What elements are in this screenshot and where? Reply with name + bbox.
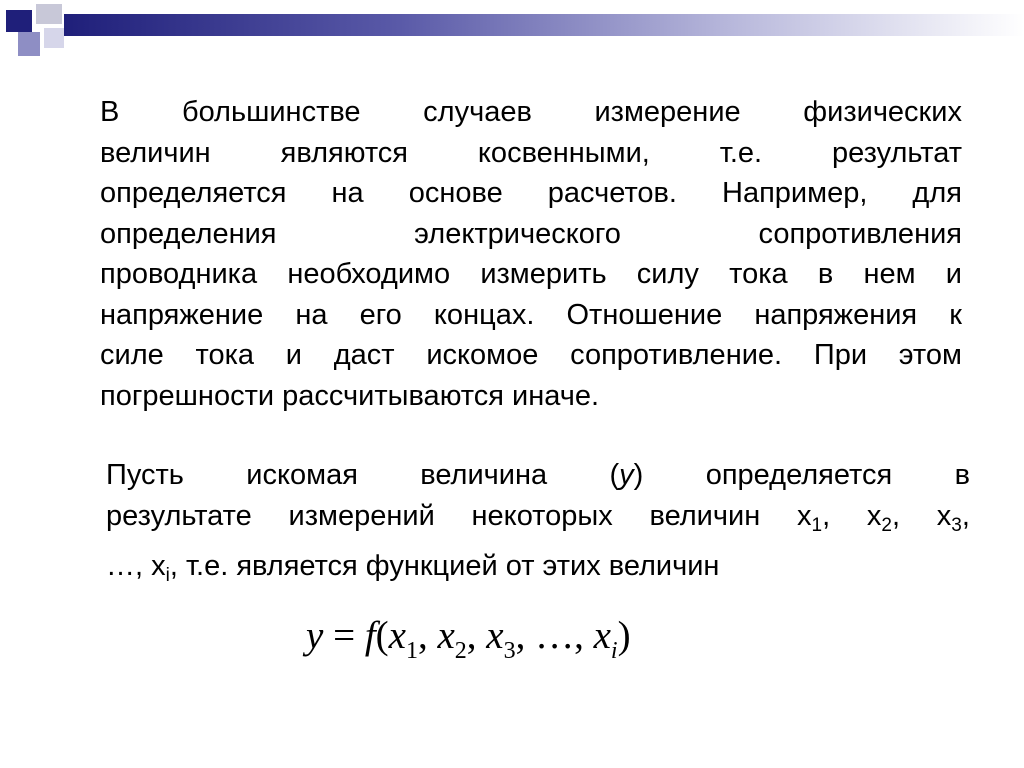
text-line: [106, 546, 970, 597]
word: напряжения: [754, 298, 918, 331]
word: концах.: [433, 298, 535, 331]
text-line: [100, 173, 962, 214]
text-line: [100, 335, 962, 376]
word: [797, 496, 830, 547]
text-part: искомая: [246, 459, 358, 491]
word: измерить: [480, 258, 607, 290]
formula-subscript: i: [610, 638, 618, 664]
text-line: [100, 92, 962, 133]
word: величин: [100, 136, 211, 169]
variable-x: x: [151, 550, 166, 582]
word: расчетов.: [547, 177, 677, 209]
text-part: …,: [106, 550, 152, 582]
deco-square-gray: [36, 4, 62, 24]
paragraph-indirect-measurement: [100, 92, 962, 416]
formula-subscript: 2: [454, 638, 467, 664]
formula-x: x: [486, 614, 504, 657]
text-line: [106, 496, 970, 547]
word: результат: [832, 136, 962, 169]
word: для: [912, 177, 962, 209]
formula-equals: =: [323, 614, 365, 657]
subscript: 2: [881, 514, 892, 536]
formula-x: x: [388, 614, 406, 657]
text-line: [100, 295, 962, 336]
word: [706, 455, 893, 496]
text-part: измерений: [288, 499, 435, 532]
word: тока: [195, 339, 255, 371]
comma: ,: [961, 499, 970, 532]
word: В: [100, 96, 120, 128]
word: т.е.: [719, 136, 763, 169]
word: косвенными,: [477, 136, 650, 169]
word: на: [331, 177, 364, 209]
word: определения: [100, 217, 277, 250]
word: сопротивление.: [570, 339, 783, 371]
formula-paren-close: ): [617, 614, 631, 657]
formula-f: f: [364, 614, 376, 657]
word: [937, 496, 970, 547]
word: случаев: [423, 96, 532, 128]
word: определяется: [100, 177, 287, 209]
formula-comma: ,: [515, 614, 536, 657]
word: его: [359, 298, 402, 331]
formula-comma: ,: [466, 614, 487, 657]
word: даст: [333, 339, 395, 371]
word: и: [285, 339, 302, 371]
formula-y-equals-f: [306, 606, 631, 666]
word: являются: [280, 136, 408, 169]
paragraph-function-definition: [106, 455, 970, 597]
formula-subscript: 1: [405, 638, 418, 664]
word: в: [817, 258, 834, 290]
formula-comma: ,: [574, 614, 594, 657]
subscript: i: [165, 565, 170, 586]
variable-x: x: [866, 499, 882, 532]
word: электрического: [414, 217, 621, 250]
header-decoration: [0, 0, 1024, 70]
formula-comma: ,: [417, 614, 438, 657]
variable-x: x: [936, 499, 952, 532]
deco-square-dark: [6, 10, 32, 32]
formula-paren-open: (: [375, 614, 389, 657]
word: силе: [100, 339, 164, 371]
word: [867, 496, 900, 547]
word: силу: [636, 258, 699, 290]
word: напряжение: [100, 298, 264, 331]
word: основе: [408, 177, 503, 209]
comma: ,: [891, 499, 901, 532]
word: этом: [898, 339, 962, 371]
word: физических: [803, 96, 962, 128]
word: необходимо: [287, 258, 451, 290]
variable-x: x: [796, 499, 812, 532]
word: [420, 455, 547, 496]
deco-square-light: [44, 28, 64, 48]
header-gradient-bar: [64, 14, 1024, 36]
text-part: определяется: [705, 459, 893, 491]
formula-x: x: [437, 614, 455, 657]
word: проводника: [100, 258, 258, 290]
text-part: Пусть: [106, 459, 184, 491]
text-part: величин: [649, 499, 761, 532]
word: [610, 455, 644, 496]
text-part: ): [633, 459, 644, 491]
word: [472, 496, 613, 547]
formula-subscript: 3: [503, 638, 516, 664]
subscript: 1: [811, 514, 823, 536]
text-part: результате: [106, 499, 252, 532]
text-part: в: [954, 459, 970, 491]
formula-x: x: [593, 614, 611, 657]
text-part: величина: [420, 459, 548, 491]
word: на: [295, 298, 328, 331]
formula-y: y: [306, 614, 324, 657]
word: большинстве: [181, 96, 361, 128]
word: Например,: [722, 177, 868, 209]
word: к: [949, 298, 962, 331]
word: [106, 455, 184, 496]
word: [246, 455, 358, 496]
text-line: [100, 376, 962, 417]
text-line: [106, 455, 970, 496]
word: нем: [863, 258, 916, 290]
comma: ,: [822, 499, 831, 532]
word: [289, 496, 435, 547]
subscript: 3: [951, 514, 962, 536]
text-line: [100, 214, 962, 255]
word: тока: [729, 258, 788, 290]
word: искомое: [426, 339, 539, 371]
word: Отношение: [566, 298, 723, 331]
word: [106, 496, 252, 547]
variable-y: y: [619, 459, 634, 491]
word: измерение: [594, 96, 741, 128]
deco-square-mid: [18, 32, 40, 56]
text-part: , т.е. является функцией от этих величин: [169, 550, 720, 582]
word: При: [813, 339, 868, 371]
word: сопротивления: [758, 217, 962, 250]
word: [955, 455, 970, 496]
text-line-8: погрешности рассчитываются иначе.: [100, 379, 600, 412]
text-part: некоторых: [471, 499, 613, 532]
formula-ellipsis: …: [535, 614, 575, 657]
word: [650, 496, 761, 547]
text-line: [100, 133, 962, 174]
text-part: (: [609, 459, 620, 491]
word: и: [945, 258, 962, 290]
text-line: [100, 254, 962, 295]
